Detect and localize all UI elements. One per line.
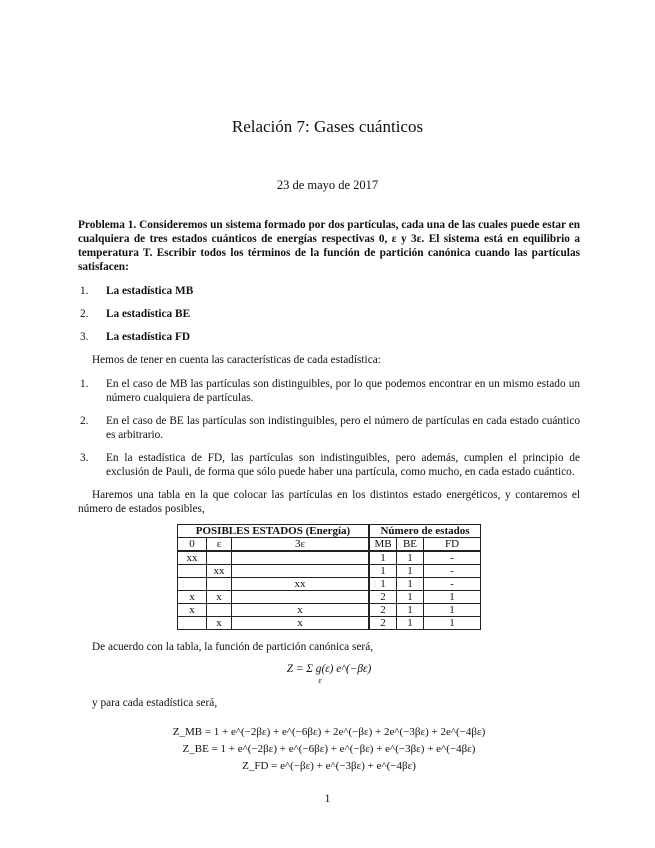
list-number: 1. (80, 378, 89, 390)
table-cell: x (207, 617, 232, 630)
table-cell: x (178, 591, 207, 604)
document-date: 23 de mayo de 2017 (276, 178, 379, 192)
characteristics-list (78, 377, 580, 479)
table-cell: - (424, 578, 481, 591)
table-cell (207, 551, 232, 565)
table-cell: 1 (397, 551, 424, 565)
table-cell (232, 565, 370, 578)
list-item (78, 451, 580, 479)
list-number: 3. (80, 331, 89, 343)
table-row (178, 591, 481, 604)
equation-mb: Z_MB = 1 + e^(−2βε) + e^(−6βε) + 2e^(−βε) + 2e^(−3βε) + 2e^(−4βε) (172, 726, 486, 738)
table-subheader: 0 (178, 538, 207, 552)
table-row (178, 565, 481, 578)
list-text: La estadística BE (106, 308, 191, 320)
table-cell: 2 (369, 604, 397, 617)
partition-formula-text: Z = Σ g(ε) e^(−βε) (286, 663, 372, 675)
table-cell: xx (178, 551, 207, 565)
list-text: En el caso de BE las partículas son indistinguibles, pero el número de partículas en cada estado cuántico es arbitrario. (106, 415, 580, 441)
per-stat-intro: y para cada estadística será, (92, 697, 218, 709)
table-cell: - (424, 551, 481, 565)
table-cell: x (232, 617, 370, 630)
list-item (78, 284, 580, 298)
table-cell (232, 591, 370, 604)
table-header-counts: Número de estados (369, 525, 481, 538)
states-table (177, 524, 481, 630)
sum-index: ε (318, 676, 322, 685)
table-row (178, 578, 481, 591)
table-cell: 1 (397, 604, 424, 617)
table-cell: 1 (424, 604, 481, 617)
table-cell: x (178, 604, 207, 617)
characteristics-intro: Hemos de tener en cuenta las características de cada estadística: (92, 354, 381, 366)
table-subheader: BE (397, 538, 424, 552)
table-cell: 1 (397, 591, 424, 604)
list-text: La estadística MB (106, 285, 194, 297)
problem-text: Consideremos un sistema formado por dos partículas, cada una de las cuales puede estar en cualquiera de tres estados cuánticos de energías respectivas 0, ε y 3ε. El sistema está en equilibrio a temperatura T. Escribir todos los términos de la función de partición canónica cuando las partículas satisfacen: (78, 219, 580, 273)
table-subheader: ε (207, 538, 232, 552)
table-cell: 1 (369, 578, 397, 591)
table-intro: Haremos una tabla en la que colocar las partículas en los distintos estado energéticos, y contaremos el número de estados posibles, (78, 489, 580, 515)
list-number: 3. (80, 452, 89, 464)
partition-intro: De acuerdo con la tabla, la función de partición canónica será, (92, 641, 374, 653)
list-item (78, 330, 580, 344)
list-item (78, 377, 580, 405)
equations-block (78, 724, 580, 775)
problem-statement (78, 218, 580, 274)
table-cell: xx (232, 578, 370, 591)
table-cell (232, 551, 370, 565)
table-row (178, 551, 481, 565)
table-cell (178, 578, 207, 591)
table-cell: 2 (369, 591, 397, 604)
list-item (78, 307, 580, 321)
equation-be: Z_BE = 1 + e^(−2βε) + e^(−6βε) + e^(−βε) + e^(−3βε) + e^(−4βε) (182, 743, 476, 755)
table-cell (178, 617, 207, 630)
table-row (178, 617, 481, 630)
table-subheader: MB (369, 538, 397, 552)
table-cell (207, 604, 232, 617)
table-subheader: FD (424, 538, 481, 552)
table-cell (207, 578, 232, 591)
table-header-states: POSIBLES ESTADOS (Energía) (178, 525, 370, 538)
table-cell: 1 (369, 565, 397, 578)
table-cell: 1 (397, 617, 424, 630)
table-cell: 1 (397, 578, 424, 591)
table-cell: 1 (397, 565, 424, 578)
page-number: 1 (324, 793, 331, 805)
equation-fd: Z_FD = e^(−βε) + e^(−3βε) + e^(−4βε) (242, 760, 416, 772)
table-cell: x (207, 591, 232, 604)
table-cell: - (424, 565, 481, 578)
table-cell (178, 565, 207, 578)
list-text: En el caso de MB las partículas son distinguibles, por lo que podemos encontrar en un mismo estado un número cualquiera de partículas. (106, 378, 580, 404)
document-title: Relación 7: Gases cuánticos (231, 117, 424, 136)
table-cell: 1 (424, 591, 481, 604)
list-text: En la estadística de FD, las partículas son indistinguibles, pero además, cumplen el principio de exclusión de Pauli, de forma que sólo puede haber una partícula, como mucho, en cada estado cuántico. (106, 452, 580, 478)
list-text: La estadística FD (106, 331, 191, 343)
table-cell: x (232, 604, 370, 617)
partition-formula (78, 662, 580, 688)
problem-label: Problema 1. (78, 219, 137, 231)
cases-list (78, 284, 580, 344)
table-cell: 1 (424, 617, 481, 630)
table-cell: 2 (369, 617, 397, 630)
list-number: 2. (80, 415, 89, 427)
table-cell: xx (207, 565, 232, 578)
list-number: 1. (80, 285, 89, 297)
table-cell: 1 (369, 551, 397, 565)
list-item (78, 414, 580, 442)
table-row (178, 604, 481, 617)
table-subheader: 3ε (232, 538, 370, 552)
list-number: 2. (80, 308, 89, 320)
document-body (78, 218, 580, 775)
